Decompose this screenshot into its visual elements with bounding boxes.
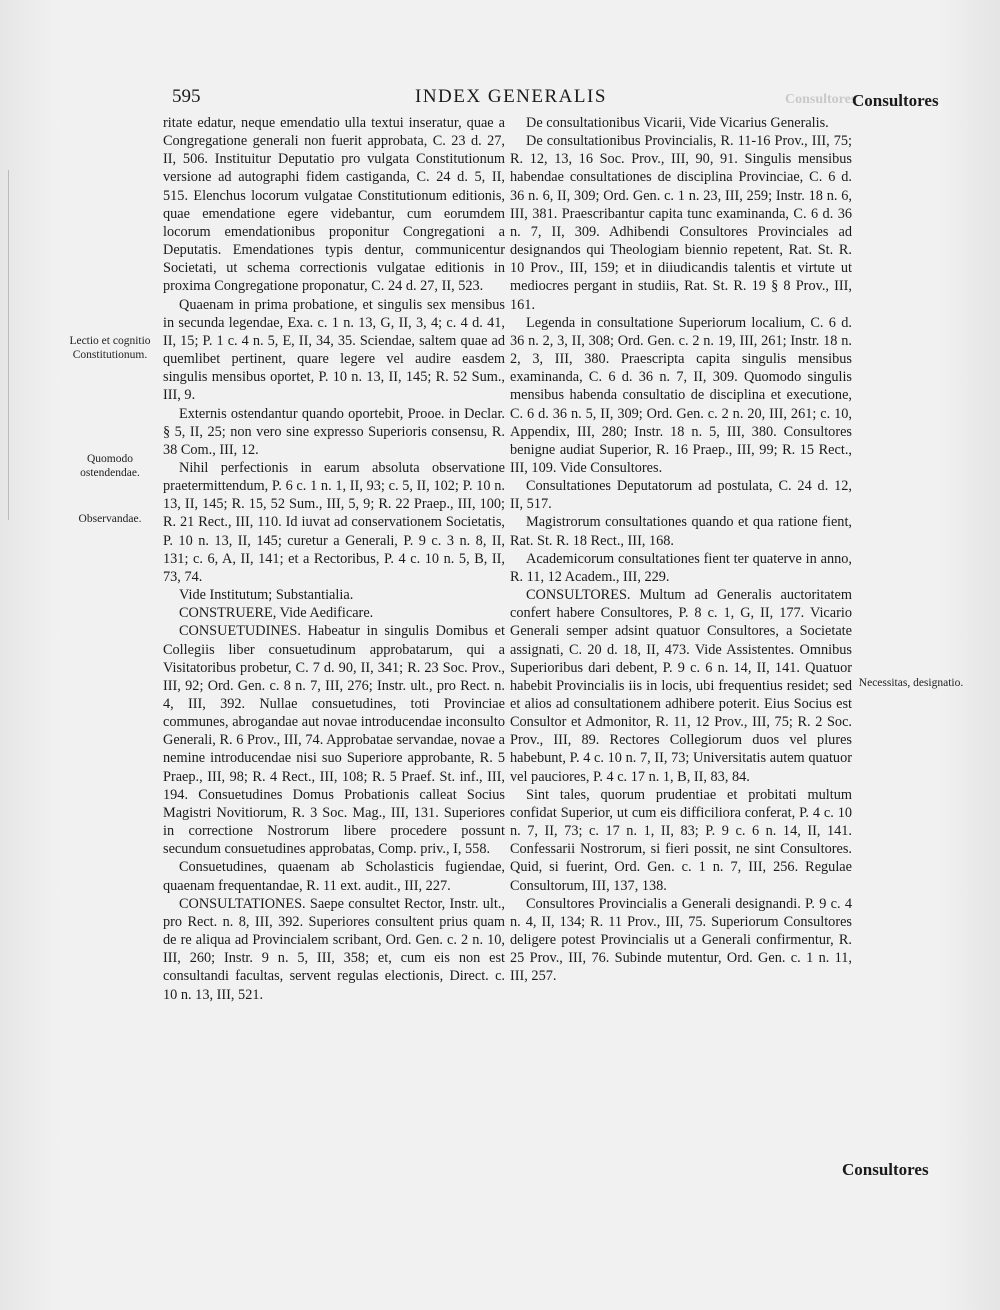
paragraph: Academicorum consultationes fient ter quaterve in anno, R. 11, 12 Academ., III, 229. (510, 550, 852, 585)
paragraph: Consuetudines, quaenam ab Scholasticis fugiendae, quaenam frequentandae, R. 11 ext. audit., III, 227. (163, 859, 505, 894)
margin-note-observandae: Observandae. (78, 513, 142, 525)
catchword-bottom: Consultores (842, 1160, 929, 1179)
paragraph: Nihil perfectionis in earum absoluta observatione praetermittendum, P. 6 c. 1 n. 1, II, 93; c. 5, II, 102; P. 10 n. 13, II, 145; R. 15, 52 Sum., III, 5, 9; R. 22 Praep., III, 100; R. 21 Rect., III, 110. Id iuvat ad conservationem Societatis, P. 10 n. 13, II, 145; curetur a Generali, P. 9 c. 3 n. 8, II, 131; c. 6, A, II, 141; et a Rectoribus, P. 4 c. 10 n. 5, B, II, 73, 74. (163, 459, 505, 585)
paragraph: Magistrorum consultationes quando et qua ratione fient, Rat. St. R. 18 Rect., III, 168. (510, 514, 852, 549)
catchword-top: Consultores (852, 91, 939, 110)
margin-note-quomodo: Quomodo ostendendae. (80, 453, 140, 479)
binding-edge (0, 170, 9, 520)
margin-note-necessitas: Necessitas, designatio. (858, 677, 964, 689)
page-number: 595 (172, 86, 201, 107)
margin-note-lectio: Lectio et cognitio Constitutionum. (69, 335, 151, 361)
paragraph: Consultationes Deputatorum ad postulata, C. 24 d. 12, II, 517. (510, 478, 852, 513)
paragraph: De consultationibus Provincialis, R. 11-16 Prov., III, 75; R. 12, 13, 16 Soc. Prov., III, 90, 91. Singulis mensibus habendae consultationes de disciplina Provinciae, C. 6 d. 36 n. 6, II, 309; Ord. Gen. c. 1 n. 23, III, 259; Instr. 18 n. 6, III, 381. Praescribantur capita tunc examinanda, C. 6 d. 36 n. 7, II, 309. Adhibendi Consultores Provinciales ad designandos qui Theologiam biennio repetent, Rat. St. R. 10 Prov., III, 159; et in diiudicandis talentis et virtute ut mediocres pergant in studiis, Rat. St. R. 19 § 8 Prov., III, 161. (510, 133, 852, 313)
entry-heading-paragraph: CONSUETUDINES. Habeatur in singulis Domibus et Collegiis liber consuetudinum approbatarum, qui a Visitatoribus probetur, C. 7 d. 90, II, 341; R. 23 Soc. Prov., III, 92; Ord. Gen. c. 8 n. 7, III, 276; Instr. ult., pro Rect. n. 4, III, 392. Nullae consuetudines, toti Provinciae communes, abrogandae aut novae introducendae inconsulto Generali, R. 6 Prov., III, 74. Approbatae servandae, novae a nemine introducendae nisi suo Superiore approbante, R. 5 Praep., III, 98; R. 4 Rect., III, 108; R. 5 Praef. St. inf., III, 194. Consuetudines Domus Probationis calleat Socius Magistri Novitiorum, R. 3 Soc. Mag., III, 131. Superiores in correctione Nostrorum libere procedere possunt secundum consuetudines approbatas, Comp. priv., I, 558. (163, 623, 505, 858)
right-column (510, 114, 852, 986)
paragraph: Vide Institutum; Substantialia. (179, 587, 354, 604)
paragraph: Consultores Provincialis a Generali designandi. P. 9 c. 4 n. 4, II, 134; R. 11 Prov., III, 75. Superiorum Consultores deligere potest Provincialis ut a Generali confirmentur, R. 25 Prov., III, 76. Subinde mutentur, Ord. Gen. c. 1 n. 11, III, 257. (510, 895, 852, 985)
entry-heading-paragraph: CONSULTATIONES. Saepe consultet Rector, Instr. ult., pro Rect. n. 8, III, 392. Superiores consultent prius quam de re aliqua ad Provincialem scribant, Ord. Gen. c. 2 n. 10, III, 260; Instr. 9 n. 5, III, 358; et, cum eis non est consultandi facultas, servent regulas electionis, Direct. c. 10 n. 13, III, 521. (163, 895, 505, 1003)
paragraph: Sint tales, quorum prudentiae et probitati multum confidat Superior, ut cum eis difficiliora conferat, P. 4 c. 10 n. 7, II, 73; c. 17 n. 1, II, 83; P. 9 c. 6 n. 14, II, 141. Confessarii Nostrorum, si fieri possit, ne sint Consultores. Quid, si fuerint, Ord. Gen. c. 1 n. 7, III, 256. Regulae Consultorum, III, 137, 138. (510, 786, 852, 894)
bleed-through-text: Consultores (785, 92, 857, 107)
entry-heading-paragraph: CONSULTORES. Multum ad Generalis auctoritatem confert habere Consultores, P. 8 c. 1, G, II, 177. Vicario Generali semper adsint quatuor Consultores, a Societate assignati, C. 20 d. 18, II, 473. Vide Assistentes. Omnibus Superioribus dari debent, P. 9 c. 6 n. 14, II, 141. Quatuor habebit Provincialis iis in locis, ubi frequentius residet; sed et alios ad consultationem adhibere poterit. Eius Socius est Consultor et Admonitor, R. 11, 12 Prov., III, 75; R. 2 Soc. Prov., III, 89. Rectores Collegiorum duos vel plures habebunt, P. 4 c. 10 n. 7, II, 73; Universitatis autem quatuor vel pauciores, P. 4 c. 17 n. 1, B, II, 83, 84. (510, 587, 852, 785)
paragraph: Externis ostendantur quando oportebit, Prooe. in Declar. § 5, II, 25; non vero sine expresso Superioris consensu, R. 38 Com., III, 12. (163, 405, 505, 458)
running-title: INDEX GENERALIS (415, 86, 607, 107)
paragraph: ritate edatur, neque emendatio ulla textui inseratur, quae a Congregatione generali non fuerit approbata, C. 23 d. 27, II, 506. Instituitur Deputatio pro vulgata Constitutionum versione ad autographi fidem castiganda, C. 24 d. 5, II, 515. Elenchus locorum vulgatae Constitutionum editionis, quae emendatione egere videbantur, cum eorumdem locorum emendationibus proponitur Congregationi a Deputatis. Emendationes typis dentur, communicentur Societati, ut schema correctionis vulgatae editionis in proxima Congregatione proponatur, C. 24 d. 27, II, 523. (163, 115, 505, 295)
page-header (0, 86, 1000, 116)
paragraph: Legenda in consultatione Superiorum localium, C. 6 d. 36 n. 2, 3, II, 308; Ord. Gen. c. 2 n. 19, III, 261; Instr. 18 n. 2, 3, III, 380. Praescripta capita singulis mensibus examinanda, C. 6 d. 36 n. 7, II, 309. Quomodo singulis mensibus habenda consultatio de disciplina et executione, C. 6 d. 36 n. 5, II, 309; Ord. Gen. c. 2 n. 20, III, 261; c. 10, Appendix, III, 280; Instr. 18 n. 5, III, 380. Consultores benigne audiat Superior, R. 16 Praep., III, 99; R. 15 Rect., III, 109. Vide Consultores. (510, 314, 852, 476)
paragraph: De consultationibus Vicarii, Vide Vicarius Generalis. (526, 115, 829, 131)
paragraph: Quaenam in prima probatione, et singulis sex mensibus in secunda legendae, Exa. c. 1 n. 13, G, II, 3, 4; c. 4 d. 41, II, 15; P. 1 c. 4 n. 5, E, II, 34, 35. Sciendae, saltem quae ad quemlibet pertinent, quare legere vel audire easdem singulis mensibus oportet, P. 10 n. 13, II, 145; R. 52 Sum., III, 9. (163, 296, 505, 404)
entry-heading-paragraph: CONSTRUERE, Vide Aedificare. (179, 605, 374, 622)
left-column (163, 114, 505, 1004)
